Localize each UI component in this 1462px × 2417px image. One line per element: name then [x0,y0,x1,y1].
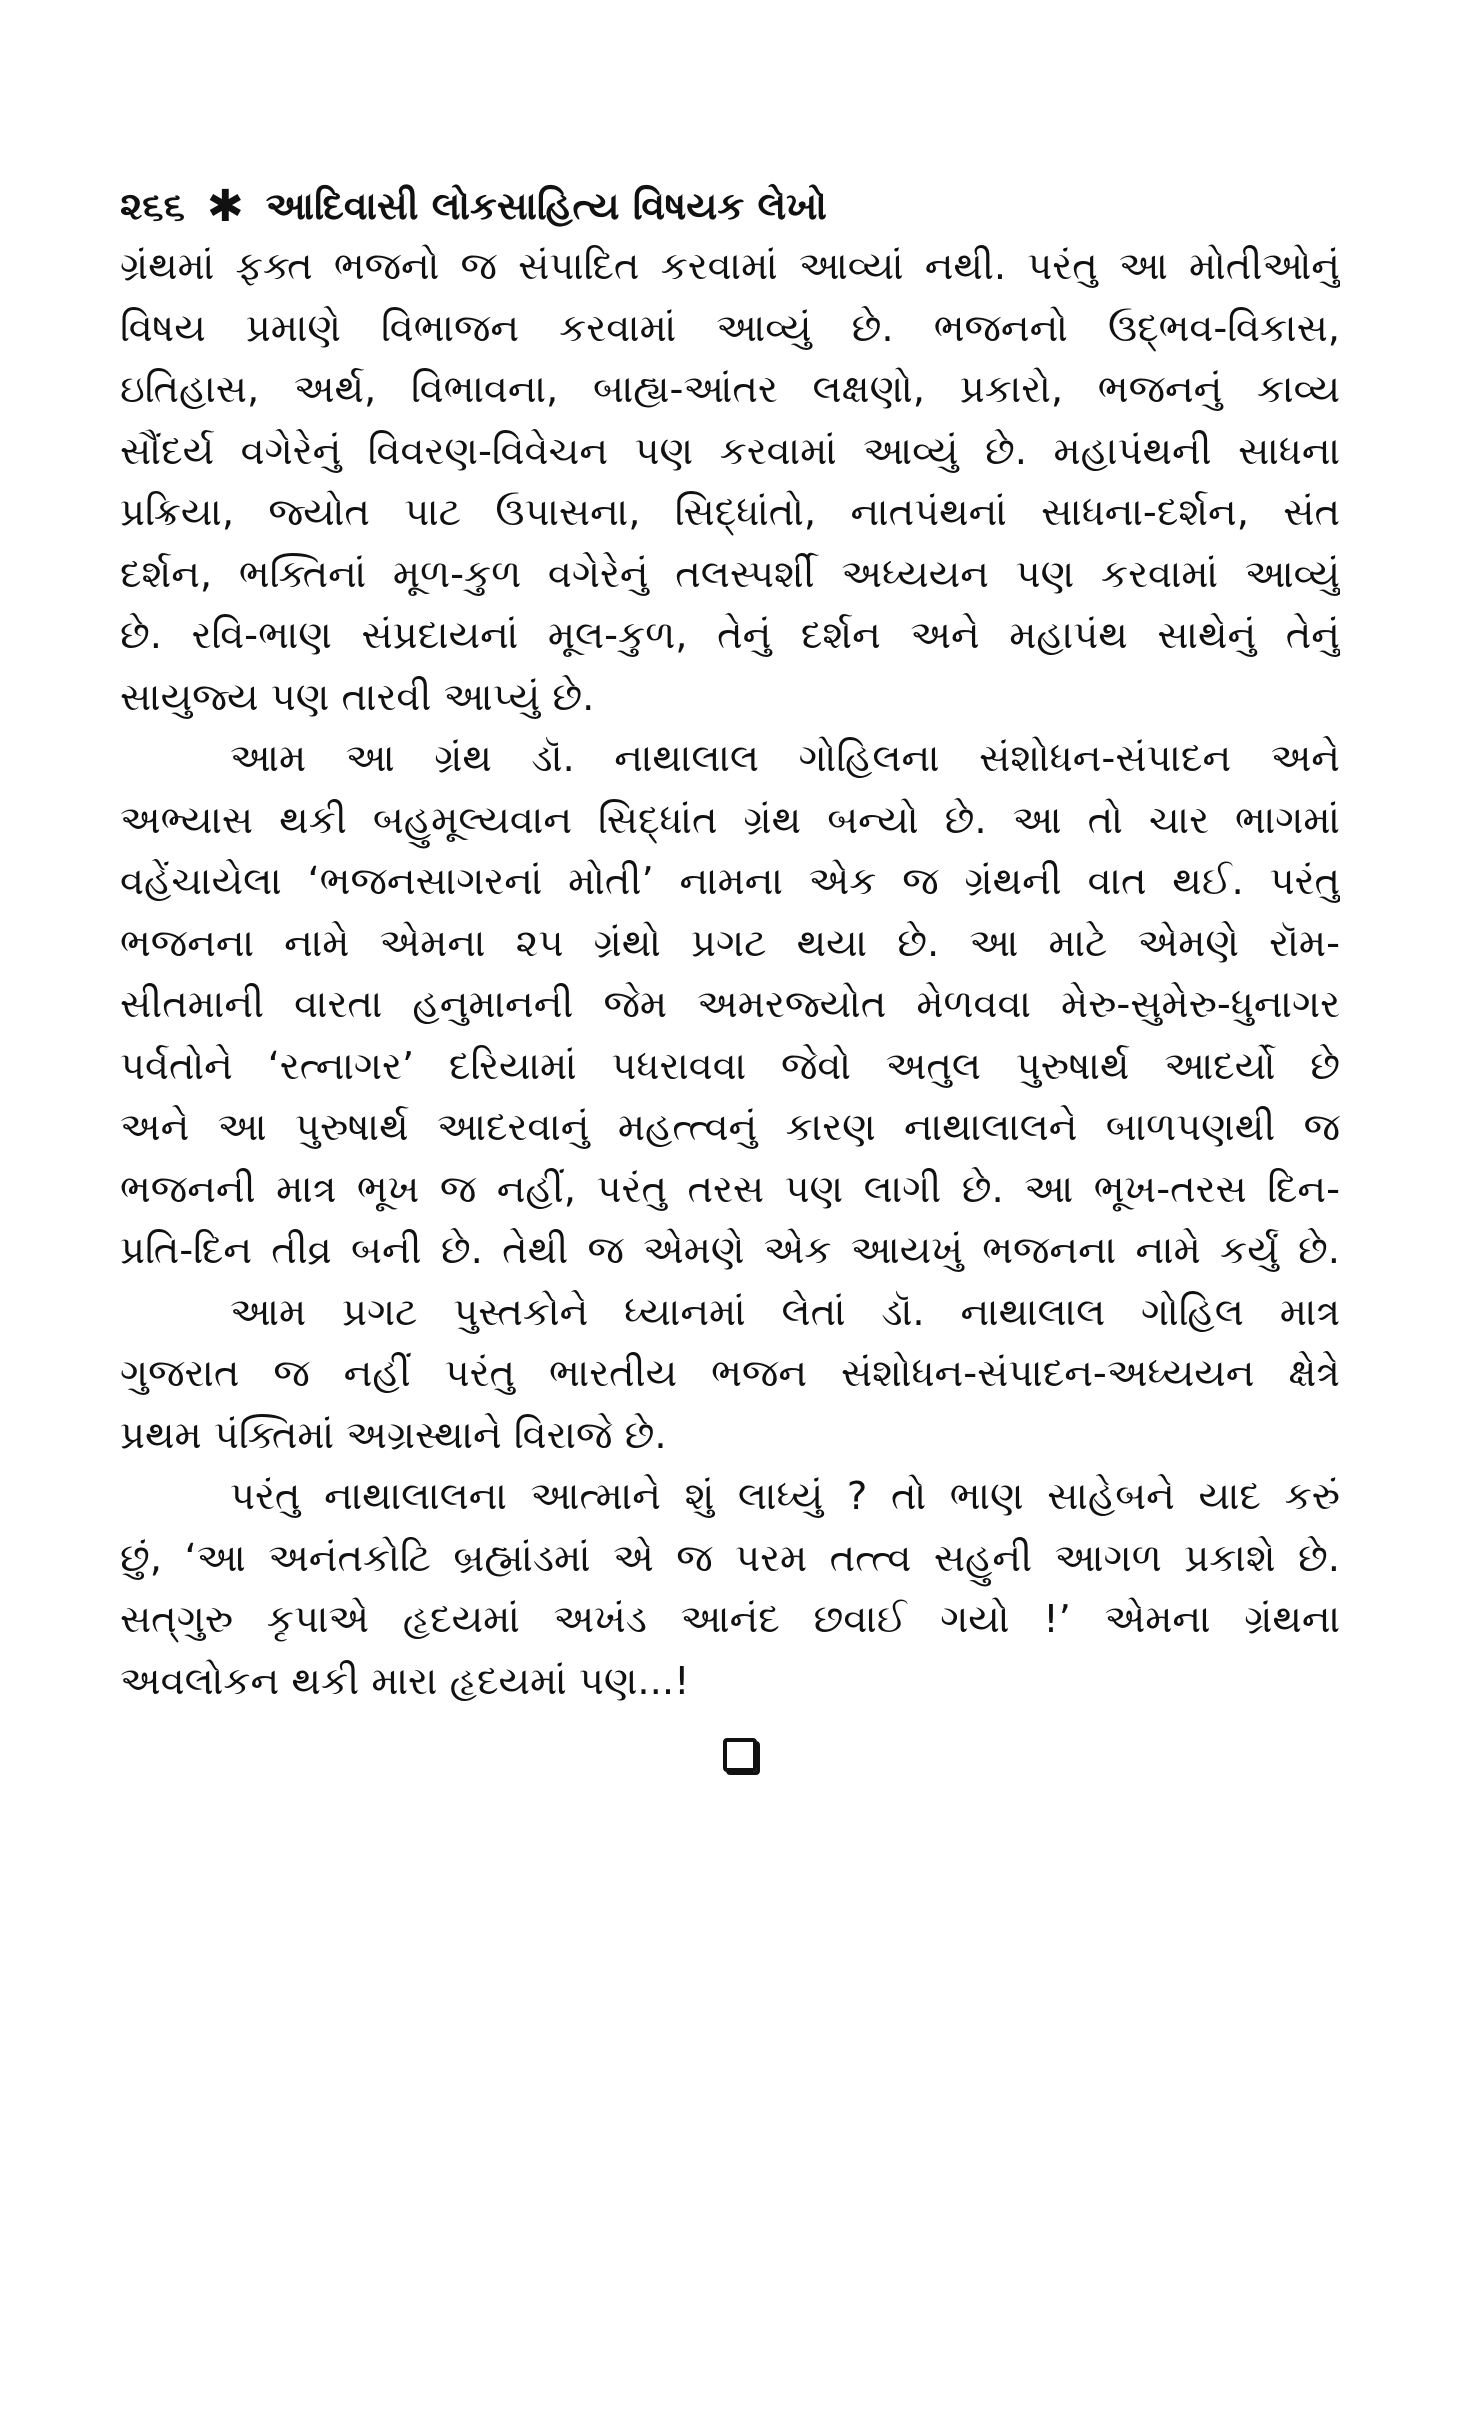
text-line: સીતમાની વારતા હનુમાનની જેમ અમરજ્યોત મેળવવા મેરુ-સુમેરુ-ધુનાગર [120,982,1340,1027]
text-line: ગુજરાત જ નહીં પરંતુ ભારતીય ભજન સંશોધન-સંપાદન-અધ્યયન ક્ષેત્રે [120,1351,1340,1396]
text-line: પર્વતોને ‘રત્નાગર’ દરિયામાં પધરાવવા જેવો અતુલ પુરુષાર્થ આદર્યો છે [120,1043,1340,1089]
text-line: ભજનના નામે એમના ૨૫ ગ્રંથો પ્રગટ થયા છે. આ માટે એમણે રૉમ- [120,920,1340,966]
running-head [120,176,1340,236]
text-line: ઇતિહાસ, અર્થ, વિભાવના, બાહ્ય-આંતર લક્ષણો, પ્રકારો, ભજનનું કાવ્ય [120,367,1340,412]
end-of-article-mark [120,1738,1340,1776]
square-end-icon [723,1738,757,1772]
text-line: પ્રક્રિયા, જ્યોત પાટ ઉપાસના, સિદ્ધાંતો, નાતપંથનાં સાધના-દર્શન, સંત [120,490,1340,535]
text-line: ગ્રંથમાં ફક્ત ભજનો જ સંપાદિત કરવામાં આવ્યાં નથી. પરંતુ આ મોતીઓનું [120,244,1340,289]
text-line: વહેંચાયેલા ‘ભજનસાગરનાં મોતી’ નામના એક જ ગ્રંથની વાત થઈ. પરંતુ [120,859,1340,904]
text-line: અભ્યાસ થકી બહુમૂલ્યવાન સિદ્ધાંત ગ્રંથ બન્યો છે. આ તો ચાર ભાગમાં [120,797,1340,843]
text-line: સત્‌ગુરુ કૃપાએ હૃદયમાં અખંડ આનંદ છવાઈ ગયો !’ એમના ગ્રંથના [120,1597,1340,1642]
text-line: સાયુજ્ય પણ તારવી આપ્યું છે. [120,674,595,720]
book-title: આદિવાસી લોકસાહિત્ય વિષયક લેખો [265,183,827,228]
text-line: છું, ‘આ અનંતકોટિ બ્રહ્માંડમાં એ જ પરમ તત્ત્વ સહુની આગળ પ્રકાશે છે. [120,1535,1340,1581]
text-line: સૌંદર્ય વગેરેનું વિવરણ-વિવેચન પણ કરવામાં આવ્યું છે. મહાપંથની સાધના [120,428,1340,474]
text-line: પ્રતિ-દિન તીવ્ર બની છે. તેથી જ એમણે એક આયખું ભજનના નામે કર્યું છે. [120,1228,1340,1273]
text-line: છે. રવિ-ભાણ સંપ્રદાયનાં મૂલ-કુળ, તેનું દર્શન અને મહાપંથ સાથેનું તેનું [120,613,1340,658]
text-line: દર્શન, ભક્તિનાં મૂળ-કુળ વગેરેનું તલસ્પર્શી અધ્યયન પણ કરવામાં આવ્યું [120,551,1340,597]
text-line: અને આ પુરુષાર્થ આદરવાનું મહત્ત્વનું કારણ નાથાલાલને બાળપણથી જ [120,1105,1340,1150]
paragraph-first-line: પરંતુ નાથાલાલના આત્માને શું લાધ્યું ? તો ભાણ સાહેબને યાદ કરું [230,1474,1340,1519]
page-number: ૨૬૬ [120,183,185,228]
paragraph-first-line: આમ આ ગ્રંથ ડૉ. નાથાલાલ ગોહિલના સંશોધન-સંપાદન અને [230,736,1340,781]
text-line: પ્રથમ પંક્તિમાં અગ્રસ્થાને વિરાજે છે. [120,1412,667,1458]
text-line: ભજનની માત્ર ભૂખ જ નહીં, પરંતુ તરસ પણ લાગી છે. આ ભૂખ-તરસ દિન- [120,1166,1340,1212]
book-page [120,176,1340,1712]
text-line: વિષય પ્રમાણે વિભાજન કરવામાં આવ્યું છે. ભજનનો ઉદ્‌ભવ-વિકાસ, [120,305,1340,351]
text-line: અવલોકન થકી મારા હૃદયમાં પણ...! [120,1658,690,1704]
asterisk-separator-icon: ✱ [206,180,244,232]
body-text [120,236,1340,1712]
paragraph-first-line: આમ પ્રગટ પુસ્તકોને ધ્યાનમાં લેતાં ડૉ. નાથાલાલ ગોહિલ માત્ર [230,1289,1340,1335]
